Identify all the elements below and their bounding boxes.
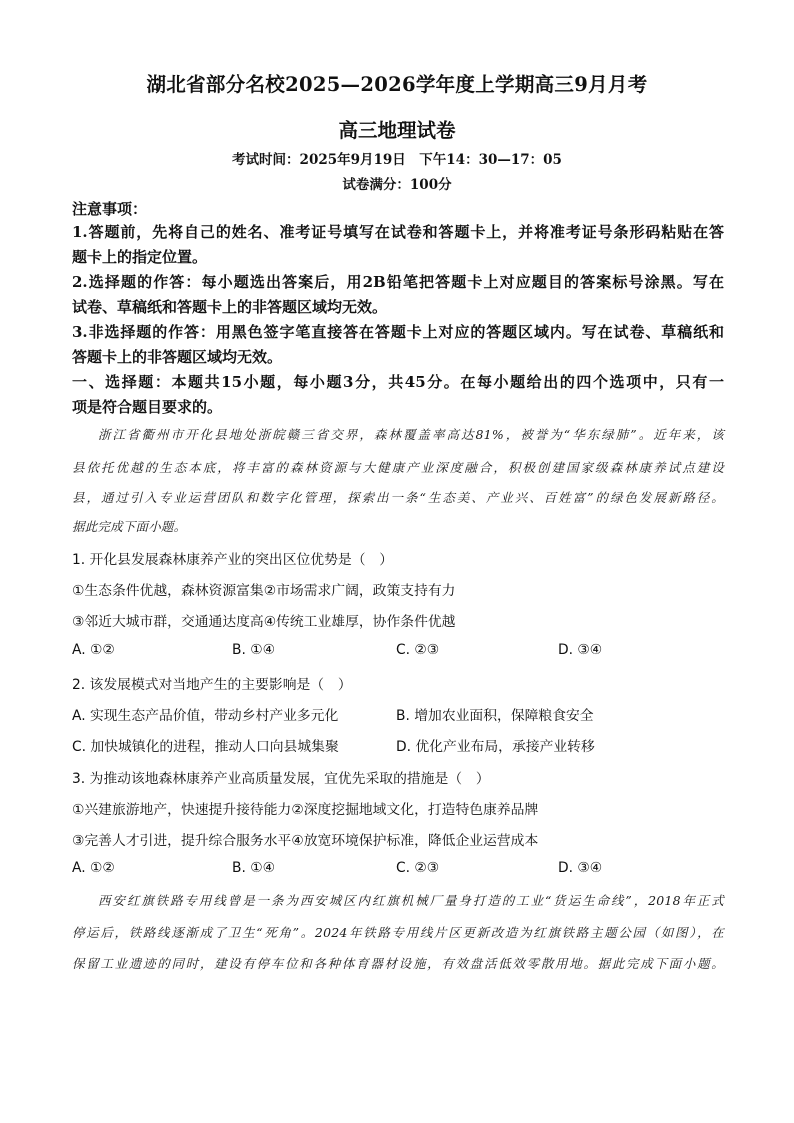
question-1-stem: 1. 开化县发展森林康养产业的突出区位优势是（ ）: [72, 552, 394, 568]
question-2-stem: 2. 该发展模式对当地产生的主要影响是（ ）: [72, 677, 352, 693]
section-1-heading-line-2: 项是符合题目要求的。: [72, 398, 223, 416]
question-3-option-d: D. ③④: [558, 860, 603, 876]
full-score: 试卷满分：100分: [342, 177, 452, 193]
question-3-option-a: A. ①②: [72, 860, 115, 876]
notice-item-2-line-1: 2.选择题的作答：每小题选出答案后，用2B铅笔把答题卡上对应题目的答案标号涂黑。写在: [72, 273, 724, 291]
question-1-option-c: C. ②③: [396, 642, 440, 658]
question-1-option-b: B. ①④: [232, 642, 275, 658]
passage-2-line-1: 西安红旗铁路专用线曾是一条为西安城区内红旗机械厂量身打造的工业“货运生命线”，2018年正式: [98, 893, 724, 908]
section-1-heading-line-1: 一、选择题：本题共15小题，每小题3分，共45分。在每小题给出的四个选项中，只有一: [72, 373, 724, 391]
question-1-option-a: A. ①②: [72, 642, 115, 658]
question-1-option-d: D. ③④: [558, 642, 603, 658]
notice-item-1-line-1: 1.答题前，先将自己的姓名、准考证号填写在试卷和答题卡上，并将准考证号条形码粘贴在答: [72, 223, 724, 241]
question-3-option-b: B. ①④: [232, 860, 275, 876]
question-3-option-c: C. ②③: [396, 860, 440, 876]
passage-1-line-2: 县依托优越的生态本底，将丰富的森林资源与大健康产业深度融合，积极创建国家级森林康养试点建设: [72, 460, 724, 475]
notice-heading: 注意事项：: [72, 200, 148, 218]
passage-1-line-1: 浙江省衢州市开化县地处浙皖赣三省交界，森林覆盖率高达81%，被誉为“华东绿肺”。近年来，该: [98, 427, 724, 442]
exam-subtitle: 高三地理试卷: [338, 119, 456, 142]
question-2-option-b: B. 增加农业面积，保障粮食安全: [396, 708, 594, 724]
question-3-stem: 3. 为推动该地森林康养产业高质量发展，宜优先采取的措施是（ ）: [72, 771, 490, 787]
passage-2-line-2: 停运后，铁路线逐渐成了卫生“死角”。2024年铁路专用线片区更新改造为红旗铁路主题公园（如图），在: [72, 925, 724, 940]
question-2-option-c: C. 加快城镇化的进程，推动人口向县城集聚: [72, 739, 339, 755]
passage-1-line-4: 据此完成下面小题。: [72, 519, 187, 534]
exam-time: 考试时间：2025年9月19日 下午14：30—17：05: [232, 152, 562, 168]
passage-2-line-3: 保留工业遗迹的同时，建设有停车位和各种体育器材设施，有效盘活低效零散用地。据此完成下面小题。: [72, 956, 724, 971]
notice-item-3-line-1: 3.非选择题的作答：用黑色签字笔直接答在答题卡上对应的答题区域内。写在试卷、草稿纸和: [72, 323, 724, 341]
question-2-option-a: A. 实现生态产品价值，带动乡村产业多元化: [72, 708, 339, 724]
notice-item-2-line-2: 试卷、草稿纸和答题卡上的非答题区域均无效。: [72, 298, 388, 316]
passage-1-line-3: 县，通过引入专业运营团队和数字化管理，探索出一条“生态美、产业兴、百姓富”的绿色发展新路径。: [72, 490, 724, 505]
question-1-statement-2: ③邻近大城市群，交通通达度高④传统工业雄厚，协作条件优越: [72, 614, 456, 630]
notice-item-1-line-2: 题卡上的指定位置。: [72, 248, 208, 266]
question-3-statement-2: ③完善人才引进，提升综合服务水平④放宽环境保护标准，降低企业运营成本: [72, 833, 539, 849]
question-2-option-d: D. 优化产业布局，承接产业转移: [396, 739, 595, 755]
exam-title: 湖北省部分名校2025—2026学年度上学期高三9月月考: [146, 73, 648, 96]
question-1-statement-1: ①生态条件优越，森林资源富集②市场需求广阔，政策支持有力: [72, 583, 456, 599]
notice-item-3-line-2: 答题卡上的非答题区域均无效。: [72, 348, 283, 366]
question-3-statement-1: ①兴建旅游地产，快速提升接待能力②深度挖掘地域文化，打造特色康养品牌: [72, 802, 539, 818]
